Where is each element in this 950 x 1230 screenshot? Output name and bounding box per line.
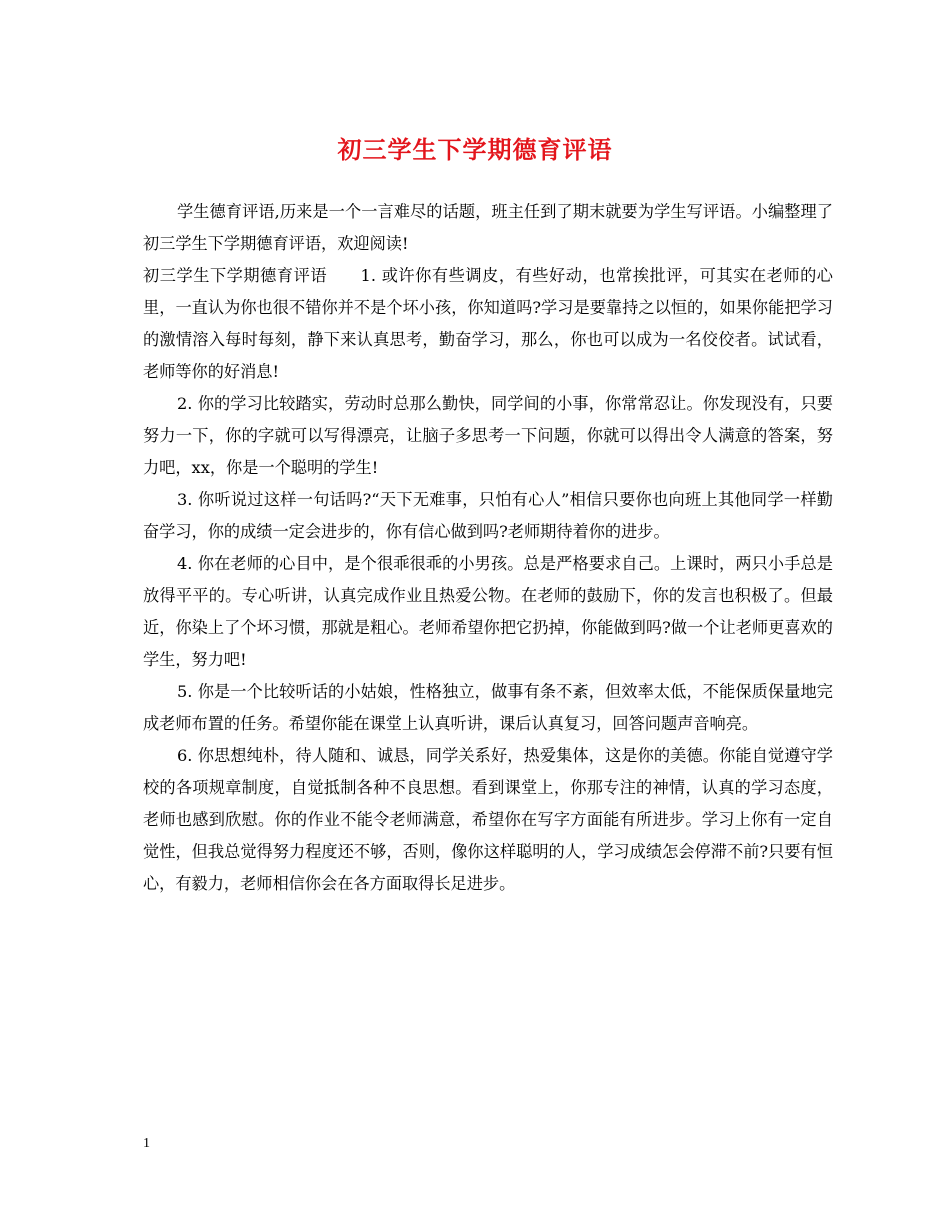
document-title: 初三学生下学期德育评语	[337, 135, 613, 164]
document-body	[143, 196, 833, 900]
comment-paragraph-2: 2. 你的学习比较踏实，劳动时总那么勤快，同学间的小事，你常常忍让。你发现没有，只要努力一下，你的字就可以写得漂亮，让脑子多思考一下问题，你就可以得出令人满意的答案，努力吧，xx，你是一个聪明的学生!	[143, 394, 833, 477]
comment-paragraph-4: 4. 你在老师的心目中，是个很乖很乖的小男孩。总是严格要求自己。上课时，两只小手总是放得平平的。专心听讲，认真完成作业且热爱公物。在老师的鼓励下，你的发言也积极了。但最近，你染上了个坏习惯，那就是粗心。老师希望你把它扔掉，你能做到吗?做一个让老师更喜欢的学生，努力吧!	[143, 554, 833, 669]
comment-paragraph-6: 6. 你思想纯朴，待人随和、诚恳，同学关系好，热爱集体，这是你的美德。你能自觉遵守学校的各项规章制度，自觉抵制各种不良思想。看到课堂上，你那专注的神情，认真的学习态度，老师也感到欣慰。你的作业不能令老师满意，希望你在写字方面能有所进步。学习上你有一定自觉性，但我总觉得努力程度还不够，否则，像你这样聪明的人，学习成绩怎会停滞不前?只要有恒心，有毅力，老师相信你会在各方面取得长足进步。	[143, 746, 833, 893]
comment-paragraph-3: 3. 你听说过这样一句话吗?“天下无难事，只怕有心人”相信只要你也向班上其他同学一样勤奋学习，你的成绩一定会进步的，你有信心做到吗?老师期待着你的进步。	[143, 490, 833, 541]
intro-paragraph: 学生德育评语,历来是一个一言难尽的话题，班主任到了期末就要为学生写评语。小编整理了初三学生下学期德育评语，欢迎阅读!	[143, 202, 833, 253]
comment-paragraph-5: 5. 你是一个比较听话的小姑娘，性格独立，做事有条不紊，但效率太低，不能保质保量地完成老师布置的任务。希望你能在课堂上认真听讲，课后认真复习，回答问题声音响亮。	[143, 682, 833, 733]
page-number: 1	[143, 1136, 150, 1151]
comment-paragraph-1: 初三学生下学期德育评语 1. 或许你有些调皮，有些好动，也常挨批评，可其实在老师的心里，一直认为你也很不错你并不是个坏小孩，你知道吗?学习是要靠持之以恒的，如果你能把学习的激情溶入每时每刻，静下来认真思考，勤奋学习，那么，你也可以成为一名佼佼者。试试看，老师等你的好消息!	[143, 266, 833, 381]
